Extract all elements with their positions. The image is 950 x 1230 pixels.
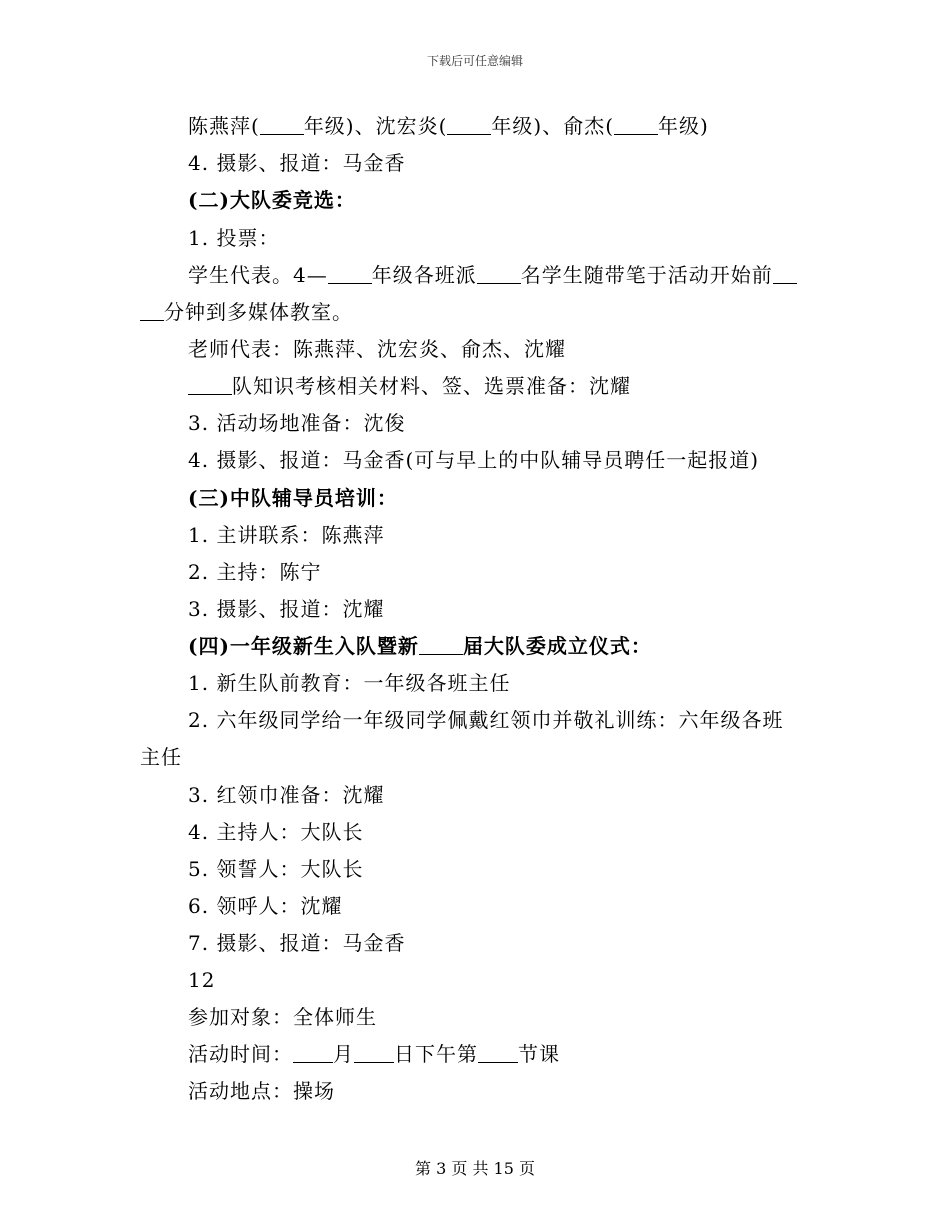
page-header: 下载后可任意编辑 <box>426 54 523 68</box>
text-line: 4. 摄影、报道：马金香(可与早上的中队辅导员聘任一起报道) <box>188 448 760 472</box>
text-line: 1. 主讲联系：陈燕萍 <box>188 523 385 547</box>
section-heading: (三)中队辅导员培训： <box>188 486 398 510</box>
text-line: 5. 领誓人：大队长 <box>188 857 364 881</box>
text-line: 分钟到多媒体教室。 <box>140 298 780 326</box>
text-line: 老师代表：陈燕萍、沈宏炎、俞杰、沈耀 <box>188 337 566 361</box>
text-line: 4. 摄影、报道：马金香 <box>188 151 406 175</box>
text-line: 活动地点：操场 <box>188 1079 335 1103</box>
text-line: 1. 投票： <box>188 226 280 250</box>
section-heading: (四)一年级新生入队暨新 届大队委成立仪式： <box>188 634 652 658</box>
text-line: 7. 摄影、报道：马金香 <box>188 931 406 955</box>
text-line: 3. 摄影、报道：沈耀 <box>188 597 385 621</box>
text-line: 2. 主持：陈宁 <box>188 560 322 584</box>
text-line: 3. 活动场地准备：沈俊 <box>188 411 406 435</box>
text-line: 学生代表。4— 年级各班派 名学生随带笔于活动开始前 <box>188 261 828 289</box>
text-line: 队知识考核相关材料、签、选票准备：沈耀 <box>188 372 828 400</box>
section-heading: (二)大队委竞选： <box>188 188 356 212</box>
text-line: 12 <box>188 968 216 992</box>
text-line: 4. 主持人：大队长 <box>188 820 364 844</box>
text-line: 主任 <box>140 745 182 769</box>
text-line: 3. 红领巾准备：沈耀 <box>188 783 385 807</box>
text-line: 活动时间： 月 日下午第 节课 <box>188 1042 560 1066</box>
text-line: 参加对象：全体师生 <box>188 1005 377 1029</box>
page-footer: 第 3 页 共 15 页 <box>415 1159 535 1178</box>
text-line: 6. 领呼人：沈耀 <box>188 894 343 918</box>
text-line: 2. 六年级同学给一年级同学佩戴红领巾并敬礼训练：六年级各班 <box>188 708 784 732</box>
text-line: 1. 新生队前教育：一年级各班主任 <box>188 671 511 695</box>
text-line: 陈燕萍( 年级)、沈宏炎( 年级)、俞杰( 年级) <box>188 114 709 138</box>
